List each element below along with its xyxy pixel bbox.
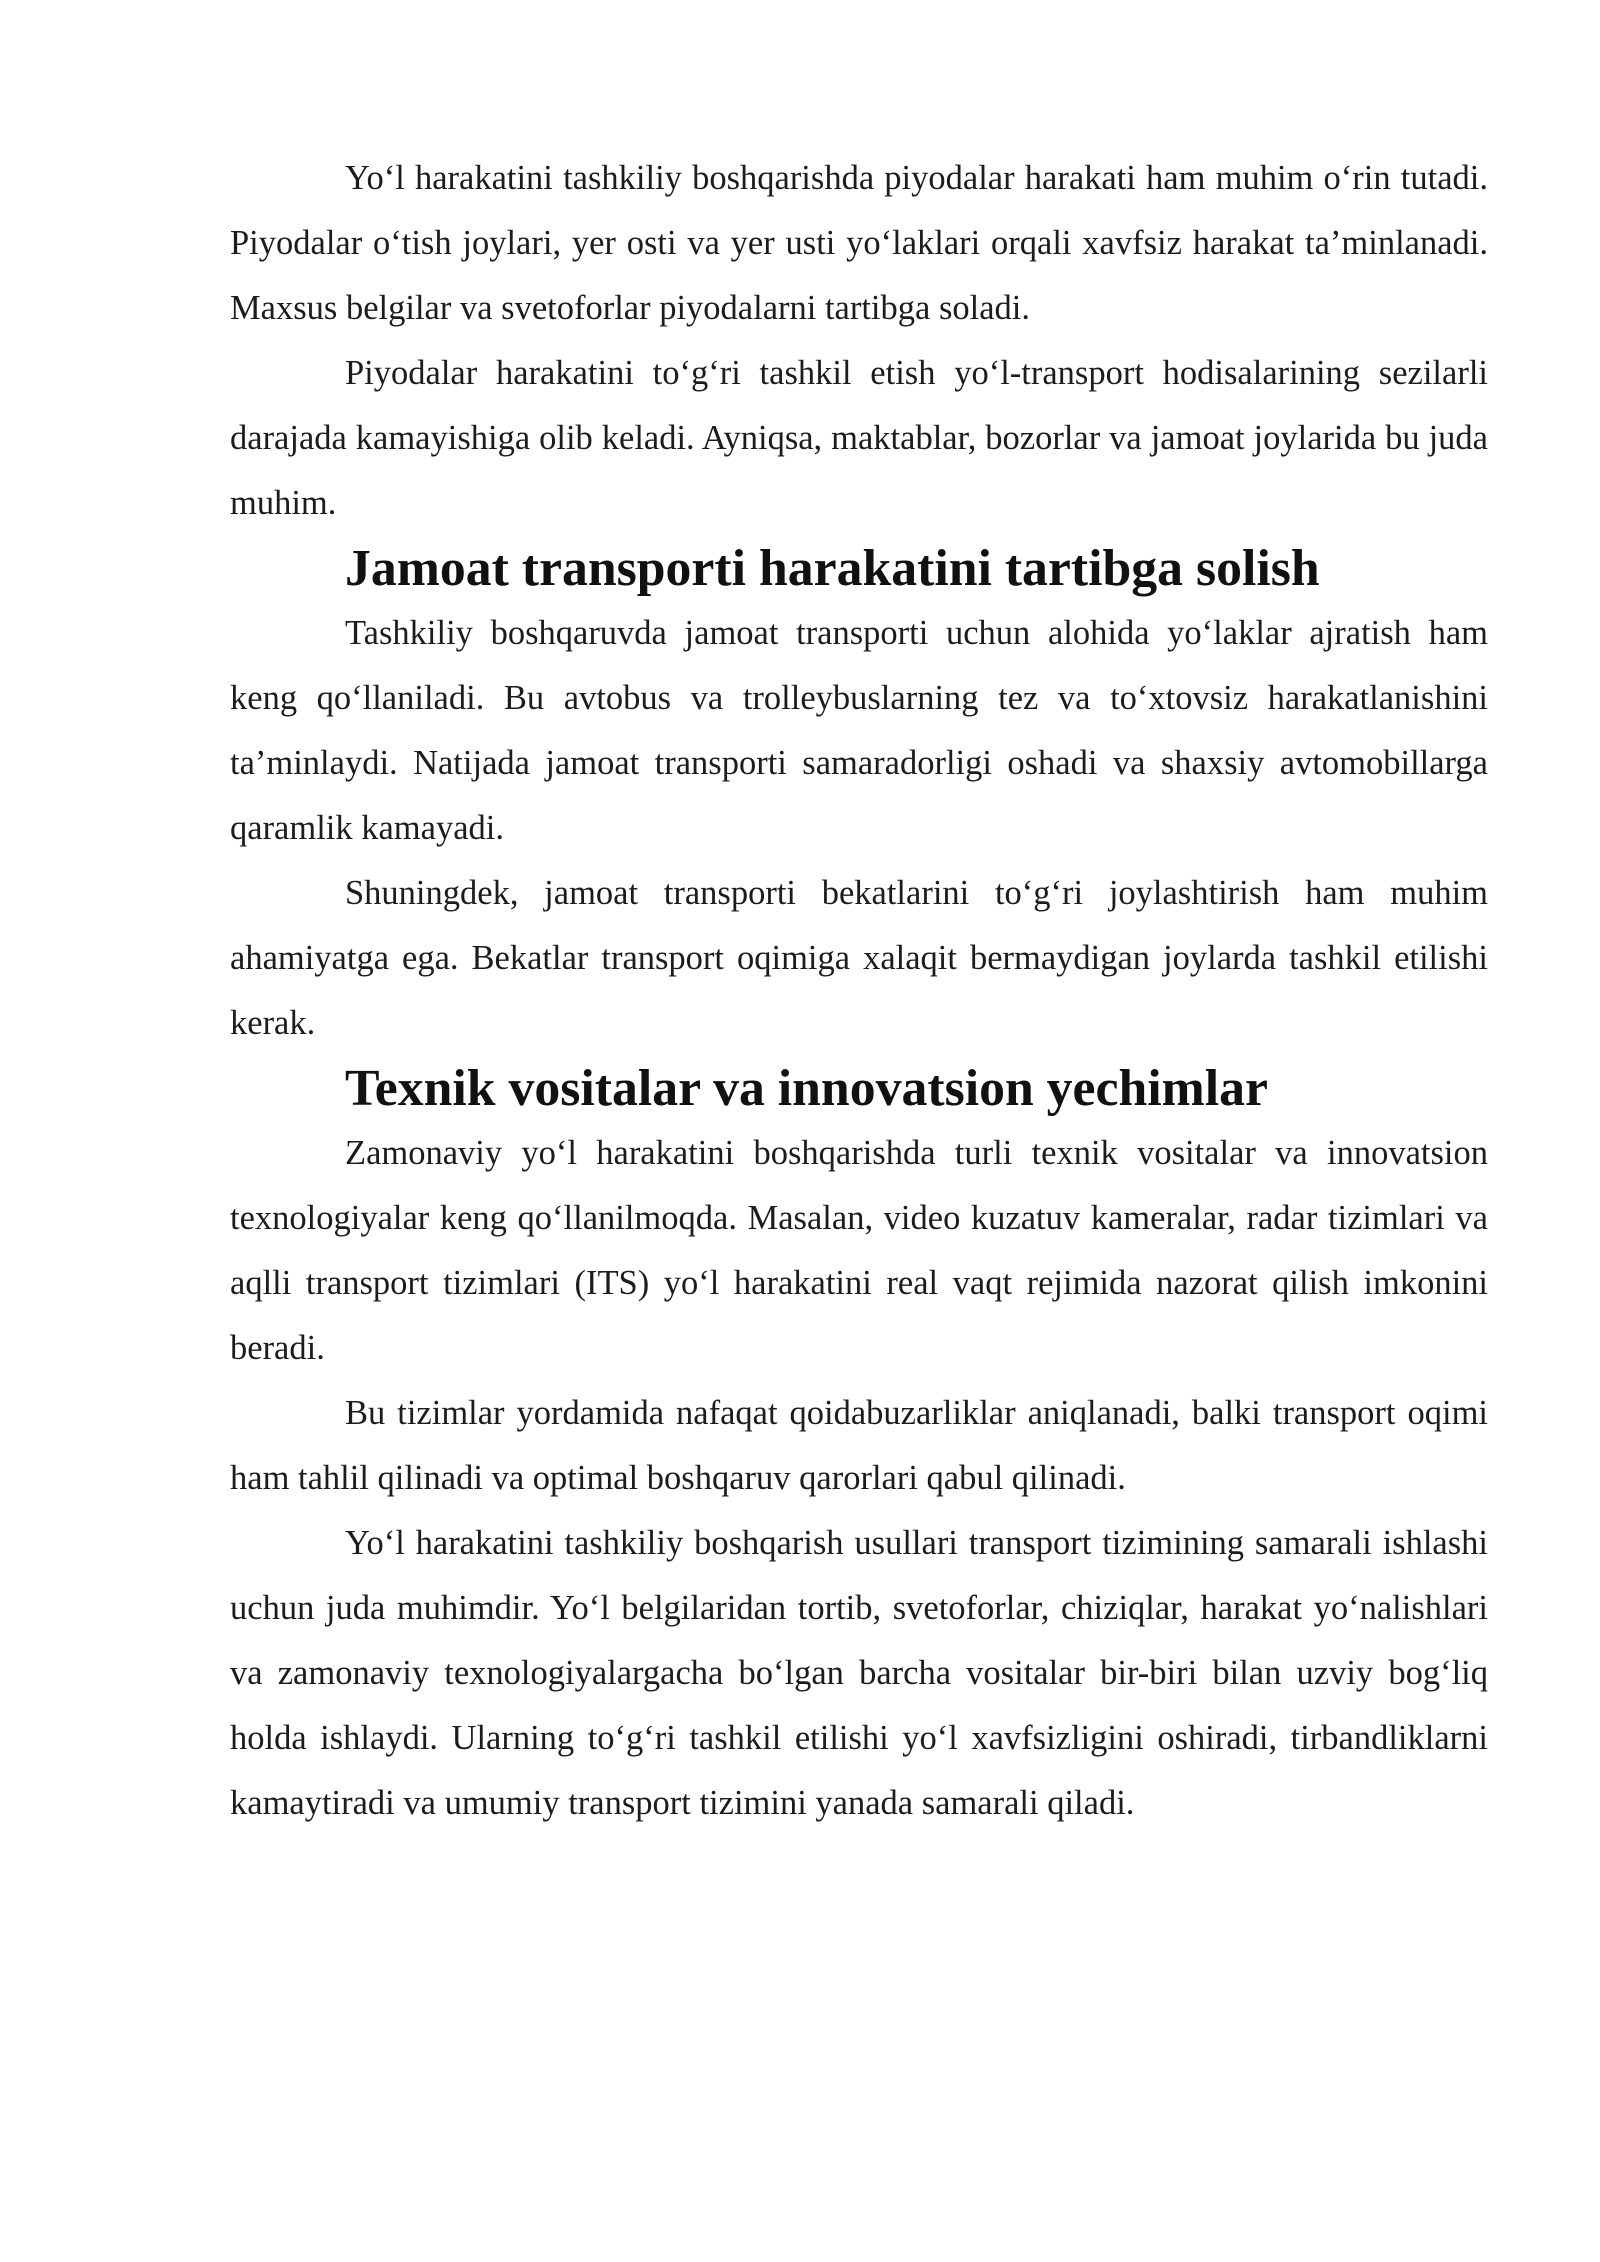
paragraph-modern-technologies: Zamonaviy yo‘l harakatini boshqarishda turli texnik vositalar va innovatsion texnologiyalar keng qo‘llanilmoqda. Masalan, video kuzatuv kameralar, radar tizimlari va aqlli transport tizimlari (ITS) yo‘l harakatini real vaqt rejimida nazorat qilish imkonini beradi. [230,1134,1488,1367]
paragraph-pedestrian-organization: Piyodalar harakatini to‘g‘ri tashkil etish yo‘l-transport hodisalarining sezilarli darajada kamayishiga olib keladi. Ayniqsa, maktablar, bozorlar va jamoat joylarida bu juda muhim. [230,354,1488,522]
paragraph-traffic-analysis: Bu tizimlar yordamida nafaqat qoidabuzarliklar aniqlanadi, balki transport oqimi ham tahlil qilinadi va optimal boshqaruv qarorlari qabul qilinadi. [230,1394,1488,1497]
paragraph-pedestrian-traffic: Yo‘l harakatini tashkiliy boshqarishda piyodalar harakati ham muhim o‘rin tutadi. Piyodalar o‘tish joylari, yer osti va yer usti yo‘laklari orqali xavfsiz harakat ta’minlanadi. Maxsus belgilar va svetoforlar piyodalarni tartibga soladi. [230,159,1488,327]
section-heading-public-transport: Jamoat transporti harakatini tartibga solish [345,540,1320,597]
document-body [230,146,1488,1836]
paragraph-conclusion: Yo‘l harakatini tashkiliy boshqarish usullari transport tizimining samarali ishlashi uchun juda muhimdir. Yo‘l belgilaridan tortib, svetoforlar, chiziqlar, harakat yo‘nalishlari va zamonaviy texnologiyalargacha bo‘lgan barcha vositalar bir-biri bilan uzviy bog‘liq holda ishlaydi. Ularning to‘g‘ri tashkil etilishi yo‘l xavfsizligini oshiradi, tirbandliklarni kamaytiradi va umumiy transport tizimini yanada samarali qiladi. [230,1524,1488,1822]
paragraph-dedicated-lanes: Tashkiliy boshqaruvda jamoat transporti uchun alohida yo‘laklar ajratish ham keng qo‘llaniladi. Bu avtobus va trolleybuslarning tez va to‘xtovsiz harakatlanishini ta’minlaydi. Natijada jamoat transporti samaradorligi oshadi va shaxsiy avtomobillarga qaramlik kamayadi. [230,614,1488,847]
paragraph-bus-stops: Shuningdek, jamoat transporti bekatlarini to‘g‘ri joylashtirish ham muhim ahamiyatga ega. Bekatlar transport oqimiga xalaqit bermaydigan joylarda tashkil etilishi kerak. [230,874,1488,1042]
section-heading-technical-means: Texnik vositalar va innovatsion yechimlar [345,1060,1268,1117]
